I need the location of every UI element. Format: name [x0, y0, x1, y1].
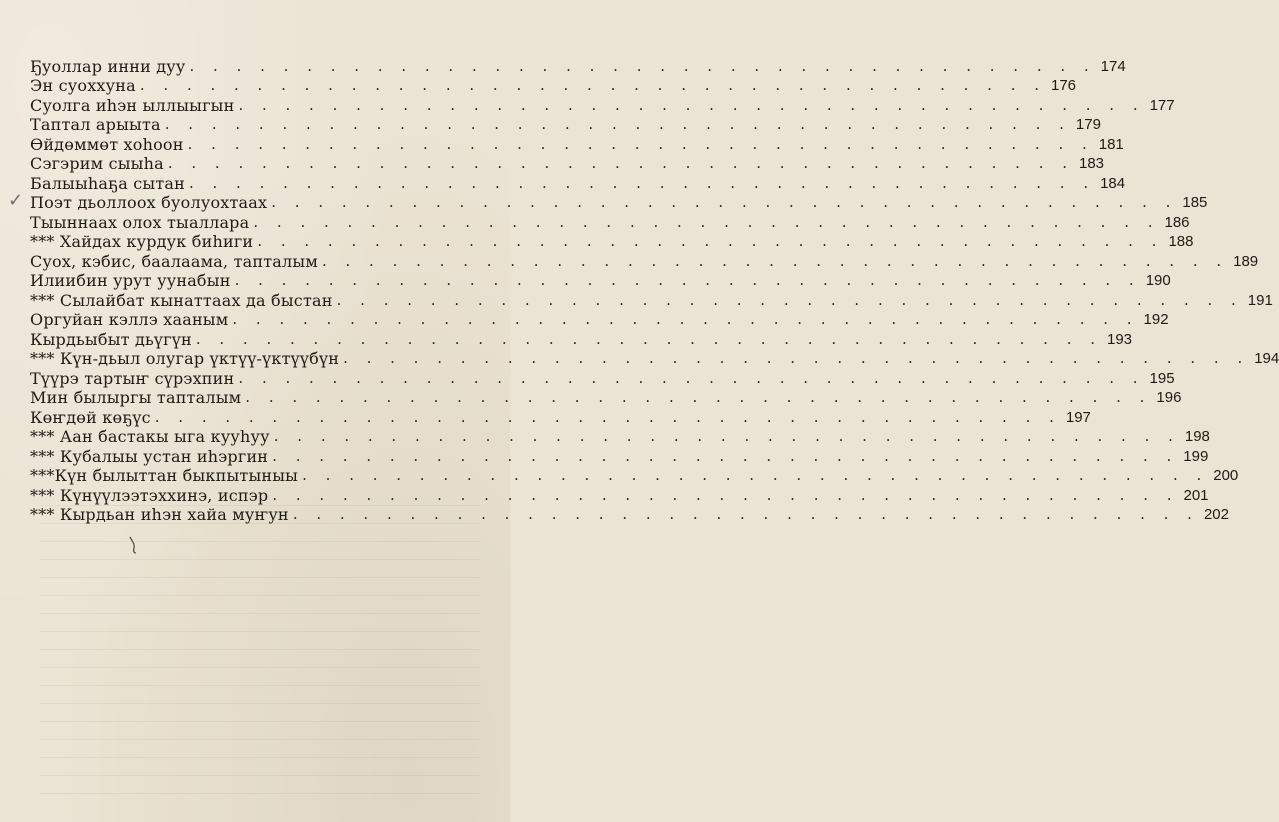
dot-leader: . . . . . . . . . . . . . . . . . . . . . . . . . . . . . . . . . . . . . . . [167, 154, 1075, 172]
toc-entry [30, 232, 1194, 252]
dot-leader: . . . . . . . . . . . . . . . . . . . . . . . . . . . . . . . . . . . . . . . [336, 290, 1243, 309]
toc-entry-title: *** Кубалыы устан иһэргин [30, 446, 269, 466]
toc-entry [30, 466, 1239, 486]
toc-entry [8, 189, 1208, 213]
toc-entry-page: 185 [1182, 194, 1208, 211]
toc-entry [30, 173, 1126, 193]
toc-entry-title: Түүрэ тартыҥ сүрэхпин [30, 368, 235, 388]
toc-entry [30, 368, 1175, 388]
dot-leader: . . . . . . . . . . . . . . . . . . . . . . . . . . . . . . . . . . . . . . . [189, 56, 1096, 75]
toc-entry-title: *** Сылайбат кынаттаах да быстан [30, 290, 333, 310]
toc-entry-page: 198 [1184, 428, 1210, 445]
toc-entry [30, 134, 1124, 154]
toc-entry-page: 193 [1106, 330, 1133, 348]
toc-entry-title: Эн суоххуна [30, 76, 136, 95]
dot-leader: . . . . . . . . . . . . . . . . . . . . . . . . . . . . . . . . . . . . . . . [272, 485, 1179, 504]
dot-leader: . . . . . . . . . . . . . . . . . . . . . . . . . . . . . . . . . . . . . . . [234, 271, 1141, 289]
dot-leader: . . . . . . . . . . . . . . . . . . . . . . . . . . . . . . . . . . . . . . . [154, 407, 1061, 426]
toc-entry-page: 200 [1213, 467, 1239, 484]
toc-entry [30, 427, 1210, 447]
toc-entry [30, 76, 1077, 96]
toc-entry [30, 388, 1182, 408]
toc-entry [30, 115, 1101, 135]
toc-entry-page: 190 [1145, 272, 1171, 289]
dot-leader: . . . . . . . . . . . . . . . . . . . . . . . . . . . . . . . . . . . . . . . [232, 310, 1139, 328]
dot-leader: . . . . . . . . . . . . . . . . . . . . . . . . . . . . . . . . . . . . . . . [343, 349, 1250, 367]
dot-leader: . . . . . . . . . . . . . . . . . . . . . . . . . . . . . . . . . . . . . . . [253, 212, 1160, 231]
toc-entry-page: 191 [1247, 291, 1273, 309]
toc-entry-page: 186 [1164, 213, 1190, 231]
toc-entry-page: 179 [1075, 116, 1101, 133]
toc-entry-page: 174 [1100, 57, 1126, 75]
toc-entry [30, 251, 1259, 271]
toc-entry-title: Суох, кэбис, баалаама, тапталым [30, 251, 318, 271]
pencil-mark-icon [128, 536, 138, 554]
toc-entry-page: 177 [1149, 96, 1175, 114]
toc-entry-page: 176 [1051, 77, 1077, 94]
toc-entry [30, 212, 1190, 232]
pencil-check-icon: ✓ [8, 189, 24, 211]
toc-entry [30, 505, 1229, 525]
toc-entry-title: Балыыһаҕа сытан [30, 173, 185, 193]
dot-leader: . . . . . . . . . . . . . . . . . . . . . . . . . . . . . . . . . . . . . . . [164, 115, 1071, 133]
toc-entry-title: Сэгэрим сыыһа [30, 154, 164, 173]
dot-leader: . . . . . . . . . . . . . . . . . . . . . . . . . . . . . . . . . . . . . . . [273, 427, 1180, 445]
toc-entry-title: Мин былыргы тапталым [30, 388, 242, 407]
toc-entry-title: *** Кырдьан иһэн хайа муҥун [30, 505, 289, 524]
toc-entry-page: 197 [1065, 408, 1091, 426]
dot-leader: . . . . . . . . . . . . . . . . . . . . . . . . . . . . . . . . . . . . . . . [195, 329, 1103, 348]
toc-entry-page: 194 [1254, 350, 1279, 367]
toc-entry-page: 183 [1078, 155, 1105, 172]
toc-entry-title: Өйдөммөт хоһоон [30, 134, 184, 154]
dot-leader: . . . . . . . . . . . . . . . . . . . . . . . . . . . . . . . . . . . . . . . [188, 173, 1096, 192]
dot-leader: . . . . . . . . . . . . . . . . . . . . . . . . . . . . . . . . . . . . . . . [272, 446, 1179, 465]
toc-entry [30, 349, 1279, 369]
toc-entry-page: 196 [1156, 389, 1182, 406]
toc-entry-page: 192 [1143, 311, 1169, 328]
toc-entry-page: 202 [1203, 506, 1229, 523]
toc-entry-page: 181 [1098, 135, 1124, 153]
toc-entry [30, 154, 1105, 174]
table-of-contents [8, 56, 1279, 524]
bleed-through-text [40, 505, 480, 805]
dot-leader: . . . . . . . . . . . . . . . . . . . . . . . . . . . . . . . . . . . . . . . [321, 251, 1229, 270]
toc-entry [30, 446, 1209, 466]
toc-entry-title: ***Күн былыттан быкпытыныы [30, 466, 299, 485]
toc-entry [30, 407, 1091, 427]
toc-entry-title: Суолга иһэн ыллыыгын [30, 95, 235, 115]
toc-entry-title: *** Күн-дьыл олугар үктүү-үктүүбүн [30, 349, 340, 368]
dot-leader: . . . . . . . . . . . . . . . . . . . . . . . . . . . . . . . . . . . . . . . [238, 95, 1145, 114]
toc-entry-page: 188 [1168, 233, 1194, 250]
toc-entry-title: Көҥдөй көҕүс [30, 407, 151, 427]
dot-leader: . . . . . . . . . . . . . . . . . . . . . . . . . . . . . . . . . . . . . . . [245, 388, 1152, 406]
toc-entry-title: Кырдьыбыт дьүгүн [30, 329, 192, 349]
toc-entry-title: Тыыннаах олох тыаллара [30, 212, 250, 232]
toc-entry-page: 189 [1233, 252, 1259, 270]
toc-entry-page: 195 [1149, 369, 1175, 387]
dot-leader: . . . . . . . . . . . . . . . . . . . . . . . . . . . . . . . . . . . . . . . [257, 232, 1164, 250]
dot-leader: . . . . . . . . . . . . . . . . . . . . . . . . . . . . . . . . . . . . . . . [271, 193, 1178, 211]
toc-entry [30, 310, 1169, 330]
dot-leader: . . . . . . . . . . . . . . . . . . . . . . . . . . . . . . . . . . . . . . . [302, 466, 1209, 484]
toc-entry-page: 201 [1183, 486, 1209, 504]
toc-entry [30, 485, 1209, 505]
toc-entry-title: Ҕуоллар инни дуу [30, 56, 186, 76]
toc-entry-title: *** Күнүүлээтэххинэ, испэр [30, 485, 269, 505]
dot-leader: . . . . . . . . . . . . . . . . . . . . . . . . . . . . . . . . . . . . . . . [187, 134, 1094, 153]
dot-leader: . . . . . . . . . . . . . . . . . . . . . . . . . . . . . . . . . . . . . . . [292, 505, 1199, 523]
toc-entry [30, 271, 1171, 291]
toc-entry [30, 56, 1126, 76]
toc-entry-title: Илиибин урут уунабын [30, 271, 231, 290]
toc-entry-title: *** Хайдах курдук биһиги [30, 232, 254, 251]
toc-entry-title: Оргуйан кэллэ хааным [30, 310, 229, 329]
toc-entry-title: Таптал арыыта [30, 115, 161, 134]
toc-entry-title: Поэт дьоллоох буолуохтаах [30, 193, 268, 212]
toc-entry [30, 290, 1273, 310]
dot-leader: . . . . . . . . . . . . . . . . . . . . . . . . . . . . . . . . . . . . . . . [238, 368, 1145, 387]
toc-entry-title: *** Аан бастакы ыга кууһуу [30, 427, 270, 446]
dot-leader: . . . . . . . . . . . . . . . . . . . . . . . . . . . . . . . . . . . . . . . [139, 76, 1047, 94]
toc-entry-page: 199 [1183, 447, 1209, 465]
toc-entry [30, 329, 1133, 349]
toc-entry [30, 95, 1175, 115]
toc-entry-page: 184 [1100, 174, 1126, 192]
